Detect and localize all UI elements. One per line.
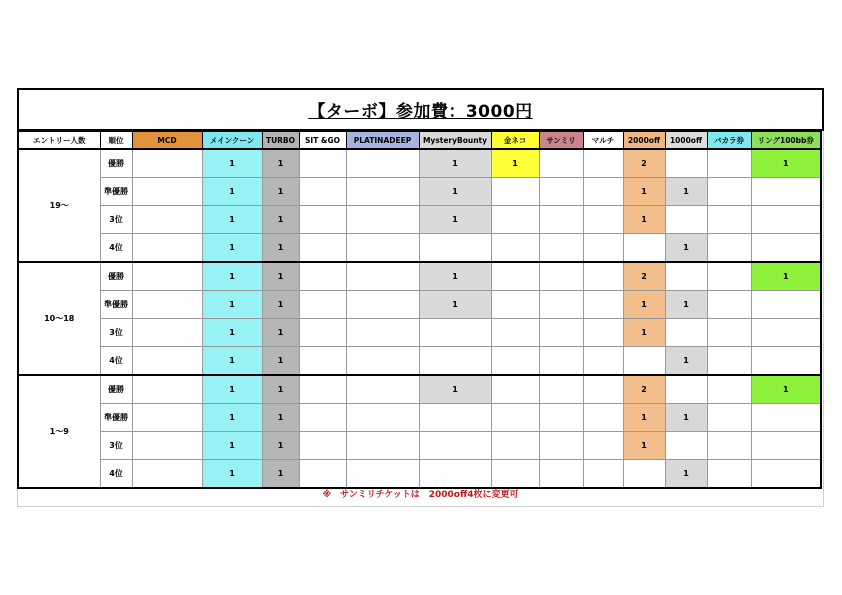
mystery-bounty-cell bbox=[419, 347, 491, 376]
multi-cell bbox=[583, 234, 623, 263]
main-coon-cell: 1 bbox=[202, 432, 262, 460]
mystery-bounty-cell bbox=[419, 404, 491, 432]
header-mcd: MCD bbox=[132, 132, 202, 150]
main-coon-cell: 1 bbox=[202, 234, 262, 263]
mcd-cell bbox=[132, 234, 202, 263]
off2000-cell: 2 bbox=[623, 149, 665, 178]
table-row bbox=[18, 347, 821, 376]
off1000-cell: 1 bbox=[665, 178, 707, 206]
ring-cell: 1 bbox=[751, 262, 821, 291]
platinadeep-cell bbox=[346, 178, 419, 206]
turbo-cell: 1 bbox=[262, 375, 299, 404]
sanmiri-cell bbox=[539, 178, 583, 206]
mcd-cell bbox=[132, 432, 202, 460]
baccarat-cell bbox=[707, 291, 751, 319]
baccarat-cell bbox=[707, 234, 751, 263]
header-kinneko: 金ネコ bbox=[491, 132, 539, 150]
turbo-cell: 1 bbox=[262, 178, 299, 206]
platinadeep-cell bbox=[346, 262, 419, 291]
off2000-cell: 1 bbox=[623, 319, 665, 347]
main-coon-cell: 1 bbox=[202, 460, 262, 489]
platinadeep-cell bbox=[346, 234, 419, 263]
rank-cell: 4位 bbox=[100, 460, 132, 489]
ring-cell bbox=[751, 404, 821, 432]
main-coon-cell: 1 bbox=[202, 262, 262, 291]
mystery-bounty-cell bbox=[419, 319, 491, 347]
multi-cell bbox=[583, 178, 623, 206]
mystery-bounty-cell: 1 bbox=[419, 375, 491, 404]
table-row bbox=[18, 319, 821, 347]
sanmiri-cell bbox=[539, 206, 583, 234]
sit-and-go-cell bbox=[299, 149, 346, 178]
multi-cell bbox=[583, 432, 623, 460]
off1000-cell bbox=[665, 206, 707, 234]
ring-cell bbox=[751, 178, 821, 206]
mystery-bounty-cell: 1 bbox=[419, 149, 491, 178]
multi-cell bbox=[583, 149, 623, 178]
mcd-cell bbox=[132, 178, 202, 206]
multi-cell bbox=[583, 347, 623, 376]
kinneko-cell bbox=[491, 262, 539, 291]
baccarat-cell bbox=[707, 404, 751, 432]
kinneko-cell bbox=[491, 319, 539, 347]
multi-cell bbox=[583, 375, 623, 404]
multi-cell bbox=[583, 404, 623, 432]
header-mystery-bounty: MysteryBounty bbox=[419, 132, 491, 150]
platinadeep-cell bbox=[346, 375, 419, 404]
baccarat-cell bbox=[707, 319, 751, 347]
rank-cell: 3位 bbox=[100, 319, 132, 347]
header-ring: リング100bb券 bbox=[751, 132, 821, 150]
ring-cell bbox=[751, 206, 821, 234]
rank-cell: 準優勝 bbox=[100, 178, 132, 206]
sit-and-go-cell bbox=[299, 291, 346, 319]
turbo-cell: 1 bbox=[262, 460, 299, 489]
sanmiri-cell bbox=[539, 375, 583, 404]
main-coon-cell: 1 bbox=[202, 149, 262, 178]
title-bar bbox=[17, 88, 824, 131]
entry-group-label: 19～ bbox=[18, 149, 100, 262]
turbo-cell: 1 bbox=[262, 291, 299, 319]
multi-cell bbox=[583, 262, 623, 291]
off2000-cell bbox=[623, 347, 665, 376]
header-rank: 順位 bbox=[100, 132, 132, 150]
sanmiri-cell bbox=[539, 234, 583, 263]
table-row bbox=[18, 262, 821, 291]
table-row bbox=[18, 404, 821, 432]
kinneko-cell: 1 bbox=[491, 149, 539, 178]
turbo-cell: 1 bbox=[262, 234, 299, 263]
baccarat-cell bbox=[707, 149, 751, 178]
kinneko-cell bbox=[491, 432, 539, 460]
baccarat-cell bbox=[707, 206, 751, 234]
off1000-cell bbox=[665, 375, 707, 404]
off1000-cell bbox=[665, 262, 707, 291]
platinadeep-cell bbox=[346, 404, 419, 432]
header-multi: マルチ bbox=[583, 132, 623, 150]
table-row bbox=[18, 234, 821, 263]
ring-cell bbox=[751, 291, 821, 319]
mcd-cell bbox=[132, 347, 202, 376]
rank-cell: 優勝 bbox=[100, 262, 132, 291]
sit-and-go-cell bbox=[299, 234, 346, 263]
mystery-bounty-cell: 1 bbox=[419, 178, 491, 206]
main-coon-cell: 1 bbox=[202, 178, 262, 206]
off2000-cell: 2 bbox=[623, 375, 665, 404]
ring-cell: 1 bbox=[751, 149, 821, 178]
header-platinadeep: PLATINADEEP bbox=[346, 132, 419, 150]
sanmiri-cell bbox=[539, 404, 583, 432]
platinadeep-cell bbox=[346, 347, 419, 376]
rank-cell: 準優勝 bbox=[100, 404, 132, 432]
sanmiri-cell bbox=[539, 291, 583, 319]
mcd-cell bbox=[132, 149, 202, 178]
multi-cell bbox=[583, 206, 623, 234]
entry-group-label: 1～9 bbox=[18, 375, 100, 488]
sanmiri-cell bbox=[539, 432, 583, 460]
mystery-bounty-cell bbox=[419, 432, 491, 460]
kinneko-cell bbox=[491, 206, 539, 234]
ring-cell bbox=[751, 234, 821, 263]
off1000-cell bbox=[665, 149, 707, 178]
sit-and-go-cell bbox=[299, 347, 346, 376]
off1000-cell: 1 bbox=[665, 460, 707, 489]
kinneko-cell bbox=[491, 347, 539, 376]
off1000-cell bbox=[665, 432, 707, 460]
turbo-cell: 1 bbox=[262, 347, 299, 376]
kinneko-cell bbox=[491, 404, 539, 432]
off2000-cell: 1 bbox=[623, 432, 665, 460]
rank-cell: 準優勝 bbox=[100, 291, 132, 319]
baccarat-cell bbox=[707, 347, 751, 376]
off1000-cell: 1 bbox=[665, 234, 707, 263]
rank-cell: 優勝 bbox=[100, 149, 132, 178]
main-coon-cell: 1 bbox=[202, 375, 262, 404]
sit-and-go-cell bbox=[299, 375, 346, 404]
kinneko-cell bbox=[491, 178, 539, 206]
off2000-cell: 1 bbox=[623, 206, 665, 234]
ring-cell: 1 bbox=[751, 375, 821, 404]
kinneko-cell bbox=[491, 291, 539, 319]
entry-group-label: 10～18 bbox=[18, 262, 100, 375]
main-coon-cell: 1 bbox=[202, 206, 262, 234]
mcd-cell bbox=[132, 319, 202, 347]
sit-and-go-cell bbox=[299, 178, 346, 206]
turbo-cell: 1 bbox=[262, 149, 299, 178]
mcd-cell bbox=[132, 375, 202, 404]
header-row bbox=[18, 132, 821, 150]
kinneko-cell bbox=[491, 375, 539, 404]
main-coon-cell: 1 bbox=[202, 319, 262, 347]
header-sanmiri: サンミリ bbox=[539, 132, 583, 150]
baccarat-cell bbox=[707, 375, 751, 404]
header-baccarat: バカラ券 bbox=[707, 132, 751, 150]
off1000-cell bbox=[665, 319, 707, 347]
turbo-cell: 1 bbox=[262, 404, 299, 432]
table-row bbox=[18, 206, 821, 234]
rank-cell: 3位 bbox=[100, 432, 132, 460]
mystery-bounty-cell bbox=[419, 234, 491, 263]
turbo-cell: 1 bbox=[262, 432, 299, 460]
mcd-cell bbox=[132, 206, 202, 234]
sanmiri-cell bbox=[539, 262, 583, 291]
kinneko-cell bbox=[491, 234, 539, 263]
baccarat-cell bbox=[707, 262, 751, 291]
table-row bbox=[18, 375, 821, 404]
sanmiri-cell bbox=[539, 149, 583, 178]
header-1000off: 1000off bbox=[665, 132, 707, 150]
rank-cell: 4位 bbox=[100, 234, 132, 263]
ring-cell bbox=[751, 432, 821, 460]
table-row bbox=[18, 178, 821, 206]
header-main-coon: メインクーン bbox=[202, 132, 262, 150]
sit-and-go-cell bbox=[299, 432, 346, 460]
mcd-cell bbox=[132, 291, 202, 319]
baccarat-cell bbox=[707, 178, 751, 206]
ring-cell bbox=[751, 347, 821, 376]
footnote: ※ サンミリチケットは 2000off4枚に変更可 bbox=[322, 489, 519, 500]
turbo-cell: 1 bbox=[262, 206, 299, 234]
mystery-bounty-cell: 1 bbox=[419, 206, 491, 234]
prize-table bbox=[17, 131, 822, 489]
sanmiri-cell bbox=[539, 347, 583, 376]
main-coon-cell: 1 bbox=[202, 404, 262, 432]
off2000-cell: 1 bbox=[623, 291, 665, 319]
platinadeep-cell bbox=[346, 432, 419, 460]
header-entry-count: エントリー人数 bbox=[18, 132, 100, 150]
sit-and-go-cell bbox=[299, 262, 346, 291]
off2000-cell bbox=[623, 234, 665, 263]
platinadeep-cell bbox=[346, 149, 419, 178]
off1000-cell: 1 bbox=[665, 404, 707, 432]
header-sit-and-go: SIT &GO bbox=[299, 132, 346, 150]
table-row bbox=[18, 432, 821, 460]
sit-and-go-cell bbox=[299, 206, 346, 234]
mystery-bounty-cell: 1 bbox=[419, 262, 491, 291]
rank-cell: 優勝 bbox=[100, 375, 132, 404]
main-coon-cell: 1 bbox=[202, 347, 262, 376]
rank-cell: 3位 bbox=[100, 206, 132, 234]
sanmiri-cell bbox=[539, 319, 583, 347]
sit-and-go-cell bbox=[299, 404, 346, 432]
table-row bbox=[18, 149, 821, 178]
rank-cell: 4位 bbox=[100, 347, 132, 376]
off1000-cell: 1 bbox=[665, 291, 707, 319]
ring-cell bbox=[751, 319, 821, 347]
multi-cell bbox=[583, 319, 623, 347]
header-turbo: TURBO bbox=[262, 132, 299, 150]
off2000-cell: 2 bbox=[623, 262, 665, 291]
mcd-cell bbox=[132, 404, 202, 432]
mcd-cell bbox=[132, 262, 202, 291]
turbo-cell: 1 bbox=[262, 319, 299, 347]
platinadeep-cell bbox=[346, 291, 419, 319]
off2000-cell: 1 bbox=[623, 178, 665, 206]
mystery-bounty-cell: 1 bbox=[419, 291, 491, 319]
off1000-cell: 1 bbox=[665, 347, 707, 376]
off2000-cell: 1 bbox=[623, 404, 665, 432]
platinadeep-cell bbox=[346, 206, 419, 234]
multi-cell bbox=[583, 291, 623, 319]
table-row bbox=[18, 291, 821, 319]
main-coon-cell: 1 bbox=[202, 291, 262, 319]
baccarat-cell bbox=[707, 432, 751, 460]
platinadeep-cell bbox=[346, 319, 419, 347]
turbo-cell: 1 bbox=[262, 262, 299, 291]
header-2000off: 2000off bbox=[623, 132, 665, 150]
page-title: 【ターボ】参加費：3000円 bbox=[308, 102, 533, 122]
sit-and-go-cell bbox=[299, 319, 346, 347]
